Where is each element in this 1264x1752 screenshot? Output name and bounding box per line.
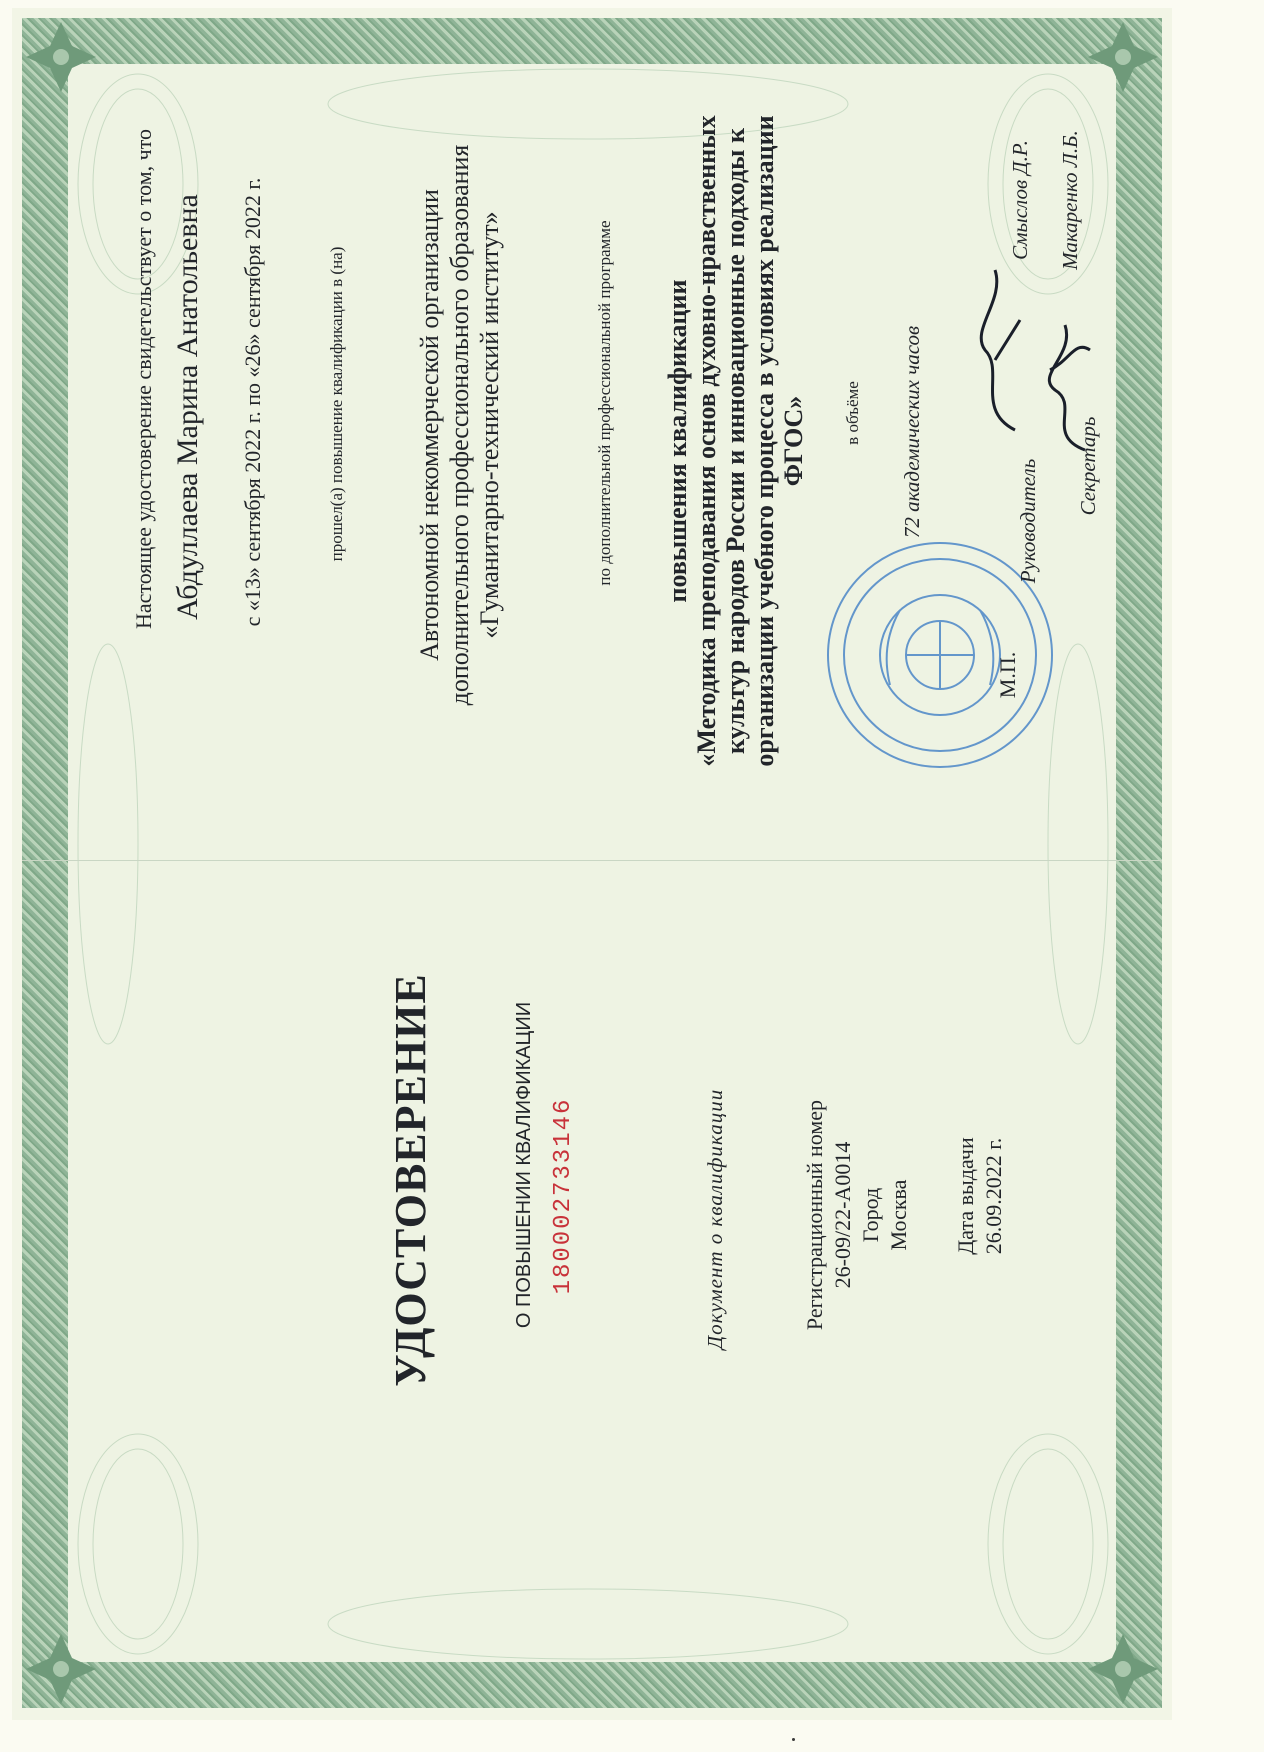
- volume-hours: 72 академических часов: [899, 325, 924, 539]
- corner-ornament-icon: [1084, 18, 1162, 96]
- org-line-1: Автономной некоммерческой организации: [415, 189, 444, 661]
- program-line-4: организации учебного процесса в условиях реализации: [749, 115, 779, 767]
- reg-number: 26-09/22-А0014: [830, 1141, 855, 1289]
- issue-date-block: [950, 1086, 1010, 1306]
- org-line-2: дополнительного профессионального образования: [445, 144, 474, 706]
- program-line-1: повышения квалификации: [662, 279, 692, 603]
- corner-ornament-icon: [22, 1630, 100, 1708]
- issue-date-label: Дата выдачи: [953, 1137, 978, 1255]
- intro-text: Настоящее удостоверение свидетельствует о том, что: [131, 128, 156, 630]
- recipient-name: Абдуллаева Марина Анатольевна: [171, 194, 204, 620]
- program-title: [660, 115, 810, 767]
- fold-line: [22, 860, 1162, 861]
- volume-label: в объёме: [843, 381, 862, 445]
- document-subtitle: О ПОВЫШЕНИИ КВАЛИФИКАЦИИ: [512, 1001, 535, 1329]
- issue-date: 26.09.2022 г.: [981, 1137, 1006, 1255]
- document-title: УДОСТОВЕРЕНИЕ: [385, 973, 435, 1387]
- corner-ornament-icon: [1084, 1630, 1162, 1708]
- scan-dot: [792, 1738, 795, 1741]
- stamp-place: М.П.: [995, 651, 1020, 699]
- program-intro: по дополнительной профессиональной программе: [595, 220, 614, 586]
- document-number: 180002733146: [549, 1097, 577, 1295]
- program-line-2: «Методика преподавания основ духовно-нравственных: [691, 115, 721, 767]
- training-dates: с «13» сентября 2022 г. по «26» сентября 2022 г.: [240, 177, 265, 627]
- head-signature: [965, 260, 1025, 440]
- city-value: Москва: [886, 1179, 911, 1251]
- head-label: Руководитель: [1015, 458, 1040, 584]
- organization-name: [410, 144, 510, 706]
- city-label: Город: [858, 1187, 883, 1243]
- secretary-label: Секретарь: [1075, 416, 1100, 516]
- completed-text: прошел(а) повышение квалификации в (на): [327, 246, 346, 562]
- secretary-signature: [1030, 310, 1100, 460]
- program-line-5: ФГОС»: [778, 395, 808, 487]
- registration-block: [802, 1085, 912, 1345]
- head-name: Смыслов Д.Р.: [1007, 140, 1032, 260]
- document-type: Документ о квалификации: [702, 1088, 727, 1350]
- org-line-3: «Гуманитарно-технический институт»: [475, 211, 504, 639]
- reg-label: Регистрационный номер: [802, 1099, 827, 1331]
- corner-ornament-icon: [22, 18, 100, 96]
- secretary-name: Макаренко Л.Б.: [1057, 130, 1082, 270]
- program-line-3: культур народов России и инновационные подходы к: [720, 128, 750, 754]
